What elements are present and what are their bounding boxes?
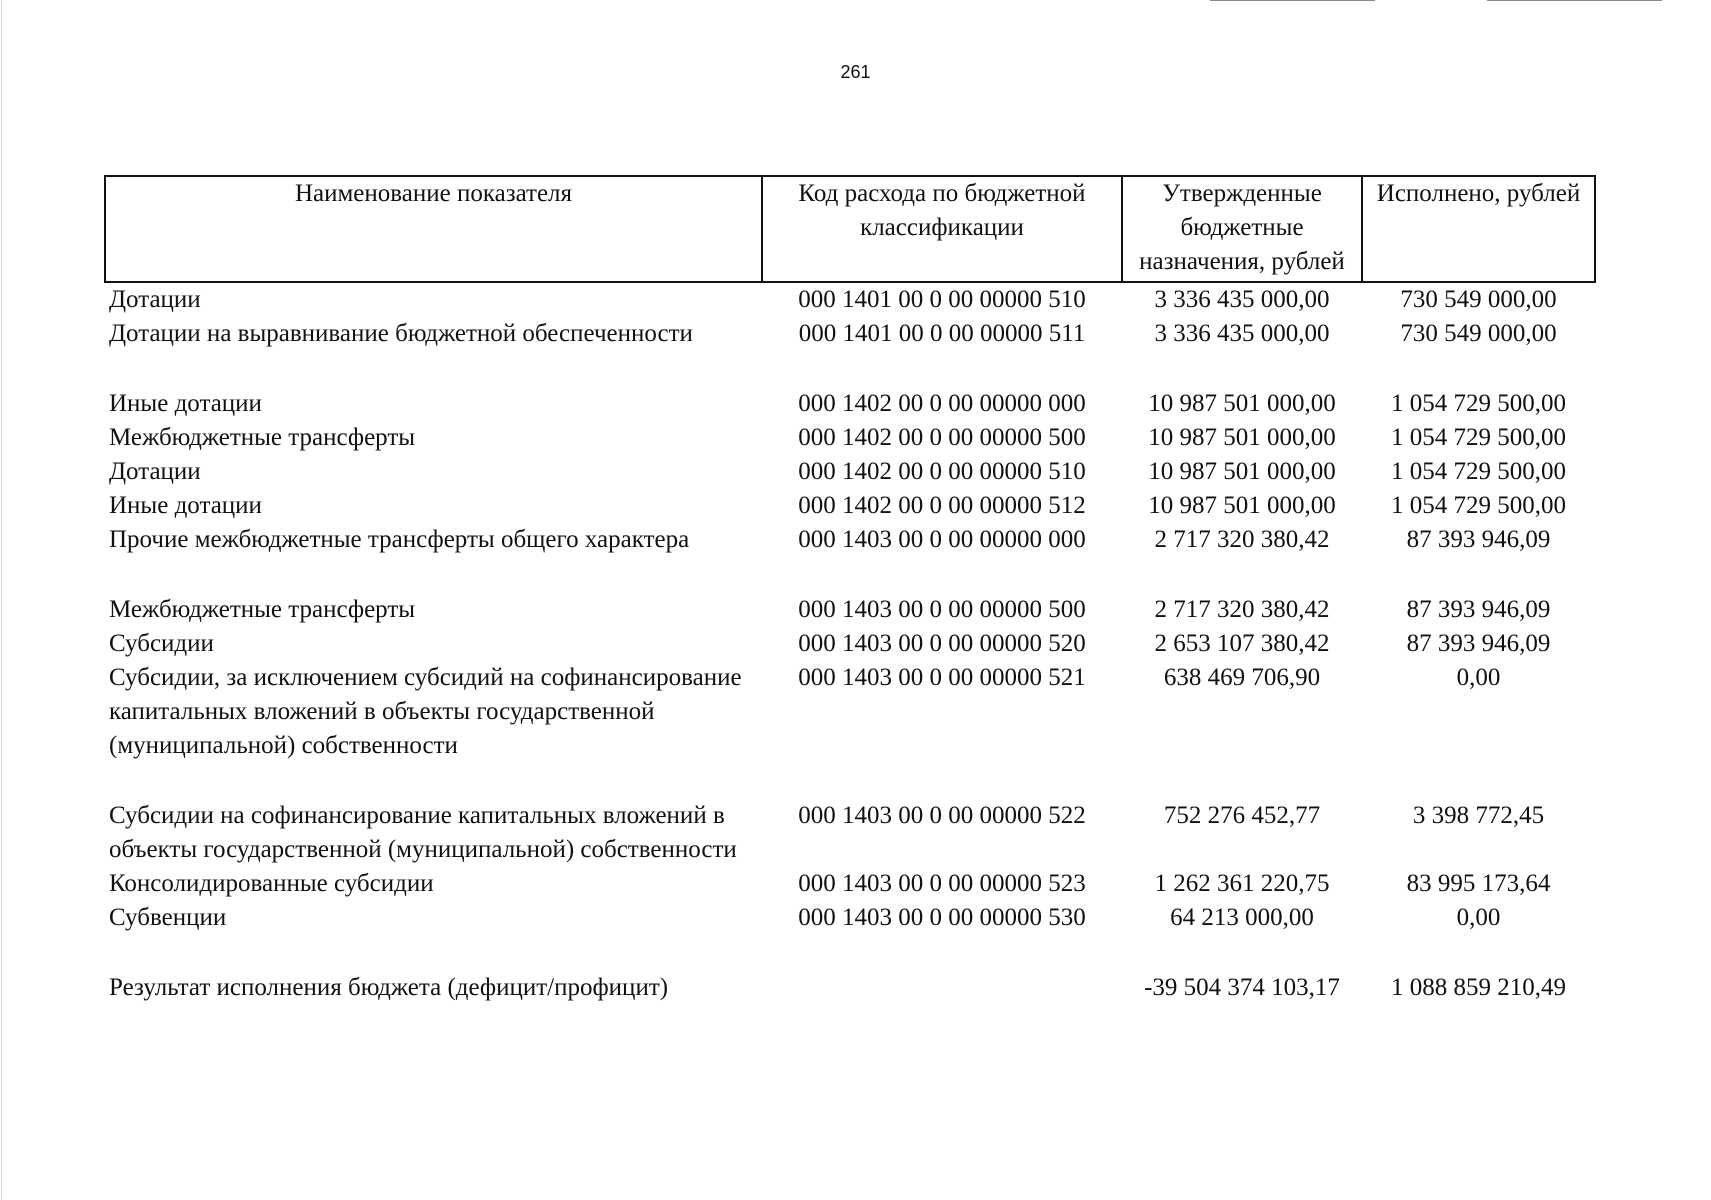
header-expense-code: Код расхода по бюджетной классификации <box>762 176 1122 282</box>
row-code: 000 1402 00 0 00 00000 000 <box>798 390 1086 417</box>
header-executed-amount: Исполнено, рублей <box>1362 176 1595 282</box>
header-indicator-name: Наименование показателя <box>105 176 762 282</box>
row-executed: 1 054 729 500,00 <box>1391 458 1566 485</box>
row-code: 000 1401 00 0 00 00000 511 <box>798 320 1086 347</box>
top-scan-rule <box>1210 0 1375 1</box>
row-executed: 730 549 000,00 <box>1400 320 1557 347</box>
table-row <box>105 661 1595 799</box>
row-executed: 1 054 729 500,00 <box>1391 424 1566 451</box>
row-code: 000 1403 00 0 00 00000 500 <box>798 596 1086 623</box>
row-approved: 10 987 501 000,00 <box>1148 424 1336 451</box>
row-name: Субсидии на софинансирование капитальных вложений в объекты государственной (муниципальной) собственности <box>109 802 737 863</box>
row-name: Иные дотации <box>109 390 262 417</box>
page-edge <box>1 0 2 1200</box>
row-approved: 2 653 107 380,42 <box>1154 630 1330 657</box>
row-code: 000 1402 00 0 00 00000 510 <box>798 458 1086 485</box>
table-row <box>105 523 1595 593</box>
table-row <box>105 627 1595 661</box>
row-code: 000 1403 00 0 00 00000 530 <box>798 904 1086 931</box>
row-code: 000 1403 00 0 00 00000 522 <box>798 802 1086 829</box>
row-executed: 83 995 173,64 <box>1406 870 1551 897</box>
row-approved: 2 717 320 380,42 <box>1154 526 1330 553</box>
row-approved: 752 276 452,77 <box>1163 802 1321 829</box>
row-code: 000 1401 00 0 00 00000 510 <box>798 286 1086 313</box>
row-name: Субвенции <box>109 904 227 931</box>
row-executed: 1 088 859 210,49 <box>1391 974 1566 1001</box>
top-scan-rule <box>1487 0 1662 1</box>
row-name: Субсидии <box>109 630 214 657</box>
row-executed: 1 054 729 500,00 <box>1391 492 1566 519</box>
row-code: 000 1402 00 0 00 00000 512 <box>798 492 1086 519</box>
row-approved: 10 987 501 000,00 <box>1148 458 1336 485</box>
table-row <box>105 421 1595 455</box>
budget-execution-table <box>104 175 1596 1005</box>
row-name: Дотации <box>109 458 201 485</box>
table-row <box>105 489 1595 523</box>
row-code: 000 1403 00 0 00 00000 521 <box>798 664 1086 691</box>
table-header-row <box>105 176 1595 282</box>
row-executed: 87 393 946,09 <box>1406 596 1551 623</box>
row-code <box>762 971 1122 1005</box>
header-approved-amount: Утвержденные бюджетные назначения, рублей <box>1122 176 1362 282</box>
page-number: 261 <box>840 62 871 82</box>
row-name: Межбюджетные трансферты <box>109 424 416 451</box>
table-row-total <box>105 971 1595 1005</box>
row-executed: 0,00 <box>1456 904 1501 931</box>
row-approved: 1 262 361 220,75 <box>1154 870 1330 897</box>
row-name: Дотации на выравнивание бюджетной обеспеченности <box>109 320 693 347</box>
row-approved: -39 504 374 103,17 <box>1144 974 1340 1001</box>
row-name: Межбюджетные трансферты <box>109 596 416 623</box>
row-approved: 10 987 501 000,00 <box>1148 390 1336 417</box>
row-name: Прочие межбюджетные трансферты общего характера <box>109 526 690 553</box>
table-row <box>105 867 1595 901</box>
table-row <box>105 317 1595 387</box>
row-approved: 3 336 435 000,00 <box>1154 320 1330 347</box>
row-name: Дотации <box>109 286 201 313</box>
row-approved: 2 717 320 380,42 <box>1154 596 1330 623</box>
row-executed: 0,00 <box>1456 664 1501 691</box>
row-code: 000 1403 00 0 00 00000 523 <box>798 870 1086 897</box>
table-row <box>105 593 1595 627</box>
row-name: Результат исполнения бюджета (дефицит/профицит) <box>109 974 669 1001</box>
table-row <box>105 799 1595 867</box>
row-approved: 10 987 501 000,00 <box>1148 492 1336 519</box>
row-executed: 3 398 772,45 <box>1412 802 1545 829</box>
row-code: 000 1403 00 0 00 00000 520 <box>798 630 1086 657</box>
row-approved: 3 336 435 000,00 <box>1154 286 1330 313</box>
row-executed: 1 054 729 500,00 <box>1391 390 1566 417</box>
table-row <box>105 455 1595 489</box>
row-executed: 87 393 946,09 <box>1406 630 1551 657</box>
row-name: Иные дотации <box>109 492 262 519</box>
row-name: Субсидии, за исключением субсидий на софинансирование капитальных вложений в объекты государственной (муниципальной) собственности <box>109 664 742 759</box>
row-approved: 638 469 706,90 <box>1163 664 1321 691</box>
table-row <box>105 901 1595 971</box>
row-name: Консолидированные субсидии <box>109 870 434 897</box>
row-executed: 730 549 000,00 <box>1400 286 1557 313</box>
row-code: 000 1403 00 0 00 00000 000 <box>798 526 1086 553</box>
row-code: 000 1402 00 0 00 00000 500 <box>798 424 1086 451</box>
table-row <box>105 282 1595 317</box>
row-approved: 64 213 000,00 <box>1170 904 1314 931</box>
row-executed: 87 393 946,09 <box>1406 526 1551 553</box>
table-row <box>105 387 1595 421</box>
